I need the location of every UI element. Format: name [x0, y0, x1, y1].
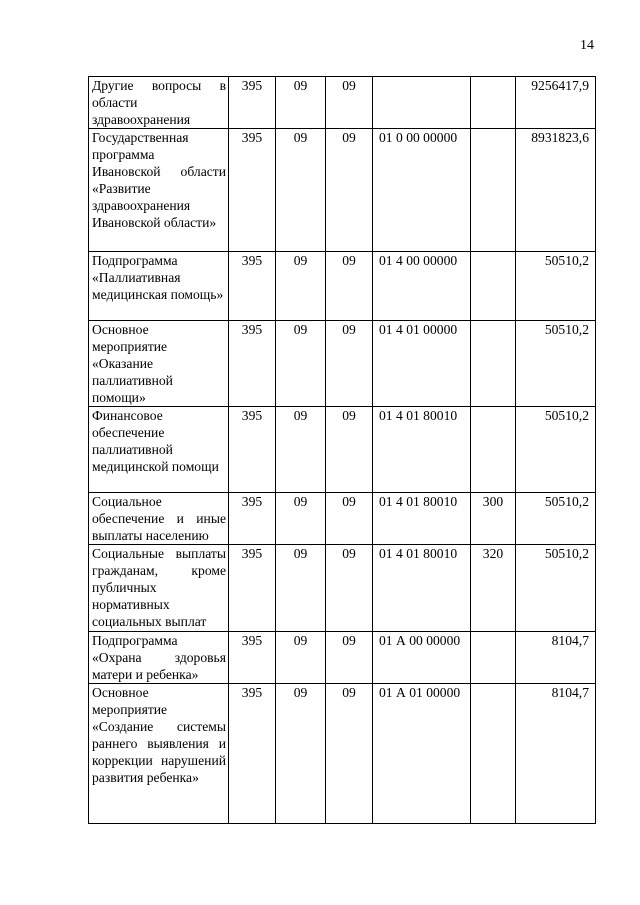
row-name: Финансовое обеспечение паллиативной медицинской помощи [89, 407, 229, 493]
target-article-cell: 01 4 00 00000 [373, 252, 471, 321]
row-name: Государственная программа Ивановской области «Развитие здравоохранения Ивановской области» [89, 129, 229, 252]
subsection-cell: 09 [326, 493, 373, 545]
amount-cell: 50510,2 [516, 545, 596, 632]
expense-type-cell [471, 252, 516, 321]
page-number: 14 [580, 38, 594, 53]
row-name: Другие вопросы в области здравоохранения [89, 77, 229, 129]
section-cell: 09 [276, 493, 326, 545]
table-row [89, 321, 596, 407]
grbs-cell: 395 [229, 545, 276, 632]
expense-type-cell: 320 [471, 545, 516, 632]
target-article-cell: 01 А 01 00000 [373, 684, 471, 824]
expense-type-cell [471, 407, 516, 493]
grbs-cell: 395 [229, 684, 276, 824]
row-name: Социальные выплаты гражданам, кроме публичных нормативных социальных выплат [89, 545, 229, 632]
amount-cell: 8104,7 [516, 632, 596, 684]
table-row [89, 684, 596, 824]
budget-table [88, 76, 596, 824]
amount-cell: 50510,2 [516, 252, 596, 321]
grbs-cell: 395 [229, 407, 276, 493]
subsection-cell: 09 [326, 632, 373, 684]
amount-cell: 8104,7 [516, 684, 596, 824]
section-cell: 09 [276, 321, 326, 407]
expense-type-cell [471, 632, 516, 684]
expense-type-cell: 300 [471, 493, 516, 545]
section-cell: 09 [276, 545, 326, 632]
target-article-cell [373, 77, 471, 129]
table-row [89, 129, 596, 252]
table-row [89, 632, 596, 684]
subsection-cell: 09 [326, 407, 373, 493]
grbs-cell: 395 [229, 252, 276, 321]
amount-cell: 50510,2 [516, 493, 596, 545]
grbs-cell: 395 [229, 129, 276, 252]
table-row [89, 252, 596, 321]
section-cell: 09 [276, 407, 326, 493]
table-row [89, 77, 596, 129]
subsection-cell: 09 [326, 252, 373, 321]
amount-cell: 50510,2 [516, 321, 596, 407]
section-cell: 09 [276, 684, 326, 824]
expense-type-cell [471, 129, 516, 252]
target-article-cell: 01 4 01 80010 [373, 407, 471, 493]
expense-type-cell [471, 77, 516, 129]
grbs-cell: 395 [229, 632, 276, 684]
target-article-cell: 01 4 01 80010 [373, 493, 471, 545]
subsection-cell: 09 [326, 129, 373, 252]
row-name: Подпрограмма «Охрана здоровья матери и ребенка» [89, 632, 229, 684]
grbs-cell: 395 [229, 321, 276, 407]
section-cell: 09 [276, 252, 326, 321]
subsection-cell: 09 [326, 321, 373, 407]
row-name: Социальное обеспечение и иные выплаты населению [89, 493, 229, 545]
target-article-cell: 01 4 01 80010 [373, 545, 471, 632]
table-row [89, 493, 596, 545]
grbs-cell: 395 [229, 493, 276, 545]
target-article-cell: 01 А 00 00000 [373, 632, 471, 684]
subsection-cell: 09 [326, 684, 373, 824]
subsection-cell: 09 [326, 77, 373, 129]
row-name: Основное мероприятие «Создание системы раннего выявления и коррекции нарушений развития ребенка» [89, 684, 229, 824]
target-article-cell: 01 0 00 00000 [373, 129, 471, 252]
table-row [89, 407, 596, 493]
amount-cell: 8931823,6 [516, 129, 596, 252]
subsection-cell: 09 [326, 545, 373, 632]
row-name: Подпрограмма «Паллиативная медицинская помощь» [89, 252, 229, 321]
section-cell: 09 [276, 77, 326, 129]
amount-cell: 9256417,9 [516, 77, 596, 129]
table-row [89, 545, 596, 632]
section-cell: 09 [276, 632, 326, 684]
grbs-cell: 395 [229, 77, 276, 129]
expense-type-cell [471, 321, 516, 407]
amount-cell: 50510,2 [516, 407, 596, 493]
target-article-cell: 01 4 01 00000 [373, 321, 471, 407]
row-name: Основное мероприятие «Оказание паллиативной помощи» [89, 321, 229, 407]
expense-type-cell [471, 684, 516, 824]
section-cell: 09 [276, 129, 326, 252]
